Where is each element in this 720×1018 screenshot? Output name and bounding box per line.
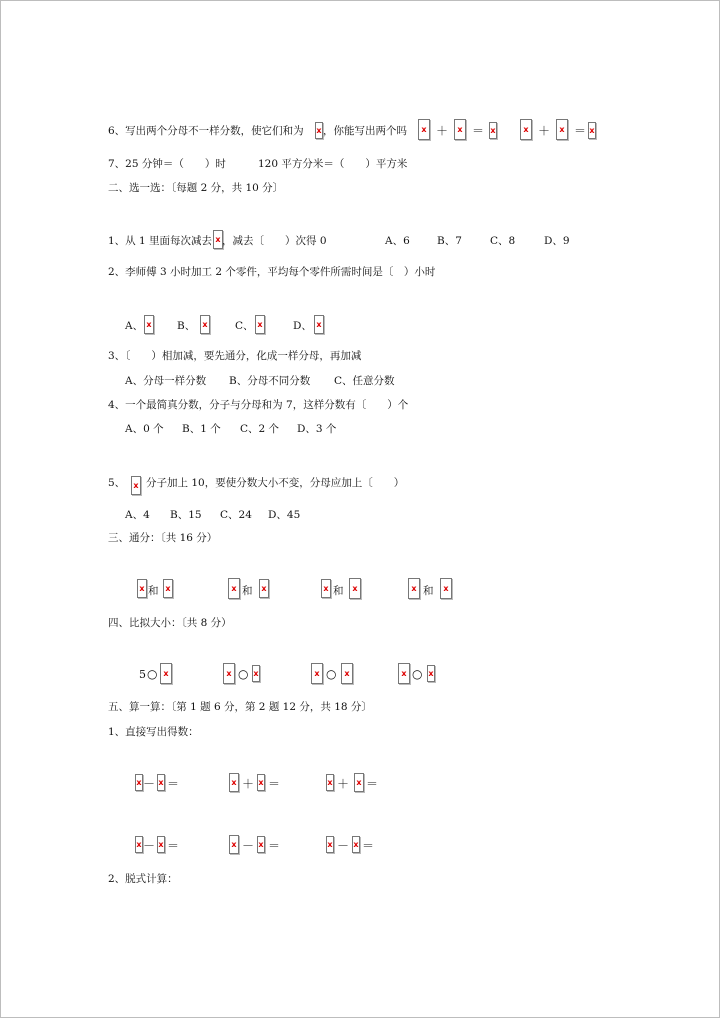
fraction-image <box>311 663 323 684</box>
subsection-title: 1、直接写出得数： <box>108 726 199 738</box>
and-word: 和 <box>423 585 434 597</box>
equals-sign: ＝ <box>268 777 281 791</box>
option: B、分母不同分数 <box>229 375 311 387</box>
minus-sign: － <box>242 839 255 853</box>
section-title: 三、通分：〔共 16 分） <box>108 532 218 544</box>
plus-sign: ＋ <box>337 777 350 791</box>
fraction-image <box>131 476 141 495</box>
option: A、 <box>125 320 144 332</box>
fraction-image <box>556 119 568 140</box>
mc5-num: 5、 <box>108 477 126 489</box>
fraction-image <box>257 774 265 791</box>
fraction-image <box>341 663 353 684</box>
option: B、15 <box>170 509 202 521</box>
section-title: 二、选一选：〔每题 2 分，共 10 分〕 <box>108 182 284 194</box>
option: B、7 <box>437 235 462 247</box>
option: B、 <box>177 320 196 332</box>
section-title: 五、算一算：〔第 1 题 6 分，第 2 题 12 分，共 18 分〕 <box>108 701 372 713</box>
fraction-image <box>229 835 239 854</box>
fraction-image <box>163 579 173 598</box>
equals-sign: ＝ <box>167 839 180 853</box>
plus-sign: ＋ <box>436 124 449 138</box>
mc1-text: 1、从 1 里面每次减去 <box>108 235 213 247</box>
fraction-image <box>223 663 235 684</box>
option: C、24 <box>220 509 252 521</box>
fraction-image <box>427 665 435 682</box>
fraction-image <box>135 774 143 791</box>
q7-part2: 120 平方分米＝（ ）平方米 <box>258 158 408 170</box>
minus-sign: － <box>143 777 156 791</box>
fraction-image <box>257 836 265 853</box>
fraction-image <box>352 836 360 853</box>
option: A、0 个 <box>125 423 164 435</box>
fraction-image <box>200 315 210 334</box>
plus-sign: ＋ <box>242 777 255 791</box>
compare-circle: ○ <box>326 667 337 681</box>
option: A、分母一样分数 <box>125 375 207 387</box>
fraction-image <box>144 315 154 334</box>
option: C、任意分数 <box>334 375 395 387</box>
equals-sign: ＝ <box>167 777 180 791</box>
mc5-text: 分子加上 10，要使分数大小不变，分母应加上〔 ） <box>146 477 405 489</box>
minus-sign: － <box>337 839 350 853</box>
fraction-image <box>315 122 323 139</box>
equals-sign: ＝ <box>362 839 375 853</box>
fraction-image <box>349 578 361 599</box>
equals-sign: ＝ <box>472 124 485 138</box>
mc2-text: 2、李师傅 3 小时加工 2 个零件，平均每个零件所需时间是〔 ）小时 <box>108 266 436 278</box>
option: D、9 <box>544 235 570 247</box>
option: C、 <box>235 320 254 332</box>
compare-circle: ○ <box>238 667 249 681</box>
number-value: 5 <box>139 668 146 681</box>
fraction-image <box>137 579 147 598</box>
fraction-image <box>229 773 239 792</box>
q7-part1: 7、25 分钟＝（ ）时 <box>108 158 226 170</box>
q6-text: 6、写出两个分母不一样分数，使它们和为 <box>108 125 304 137</box>
equals-sign: ＝ <box>366 777 379 791</box>
option: D、 <box>293 320 312 332</box>
q6-text2: ，你能写出两个吗 <box>323 125 407 137</box>
fraction-image <box>418 119 430 140</box>
compare-circle: ○ <box>412 667 423 681</box>
compare-circle: ○ <box>147 667 158 681</box>
fraction-image <box>157 774 165 791</box>
fraction-image <box>314 315 324 334</box>
equals-sign: ＝ <box>268 839 281 853</box>
fraction-image <box>259 579 269 598</box>
mc3-text: 3、〔 ）相加减，要先通分，化成一样分母，再加减 <box>108 350 362 362</box>
fraction-image <box>157 836 165 853</box>
fraction-image <box>228 578 240 599</box>
fraction-image <box>135 836 143 853</box>
fraction-image <box>520 119 532 140</box>
mc4-text: 4、一个最简真分数，分子与分母和为 7，这样分数有〔 ）个 <box>108 399 409 411</box>
option: A、4 <box>125 509 150 521</box>
fraction-image <box>326 836 334 853</box>
fraction-image <box>440 578 452 599</box>
fraction-image <box>408 578 420 599</box>
and-word: 和 <box>148 585 159 597</box>
equals-sign: ＝ <box>574 124 587 138</box>
option: B、1 个 <box>182 423 221 435</box>
option: D、45 <box>268 509 301 521</box>
fraction-image <box>255 315 265 334</box>
and-word: 和 <box>242 585 253 597</box>
fraction-image <box>489 122 497 139</box>
fraction-image <box>454 119 466 140</box>
fraction-image <box>321 579 331 598</box>
and-word: 和 <box>333 585 344 597</box>
option: A、6 <box>385 235 410 247</box>
fraction-image <box>252 665 260 682</box>
fraction-image <box>588 122 596 139</box>
option: D、3 个 <box>297 423 337 435</box>
minus-sign: － <box>143 839 156 853</box>
option: C、8 <box>490 235 516 247</box>
fraction-image <box>398 663 410 684</box>
section-title: 四、比拟大小：〔共 8 分） <box>108 617 232 629</box>
fraction-image <box>160 663 172 684</box>
subsection-title: 2、脱式计算： <box>108 873 178 885</box>
option: C、2 个 <box>240 423 280 435</box>
fraction-image <box>326 774 334 791</box>
mc1-text: ，减去〔 ）次得 0 <box>222 235 327 247</box>
fraction-image <box>354 773 364 792</box>
plus-sign: ＋ <box>538 124 551 138</box>
